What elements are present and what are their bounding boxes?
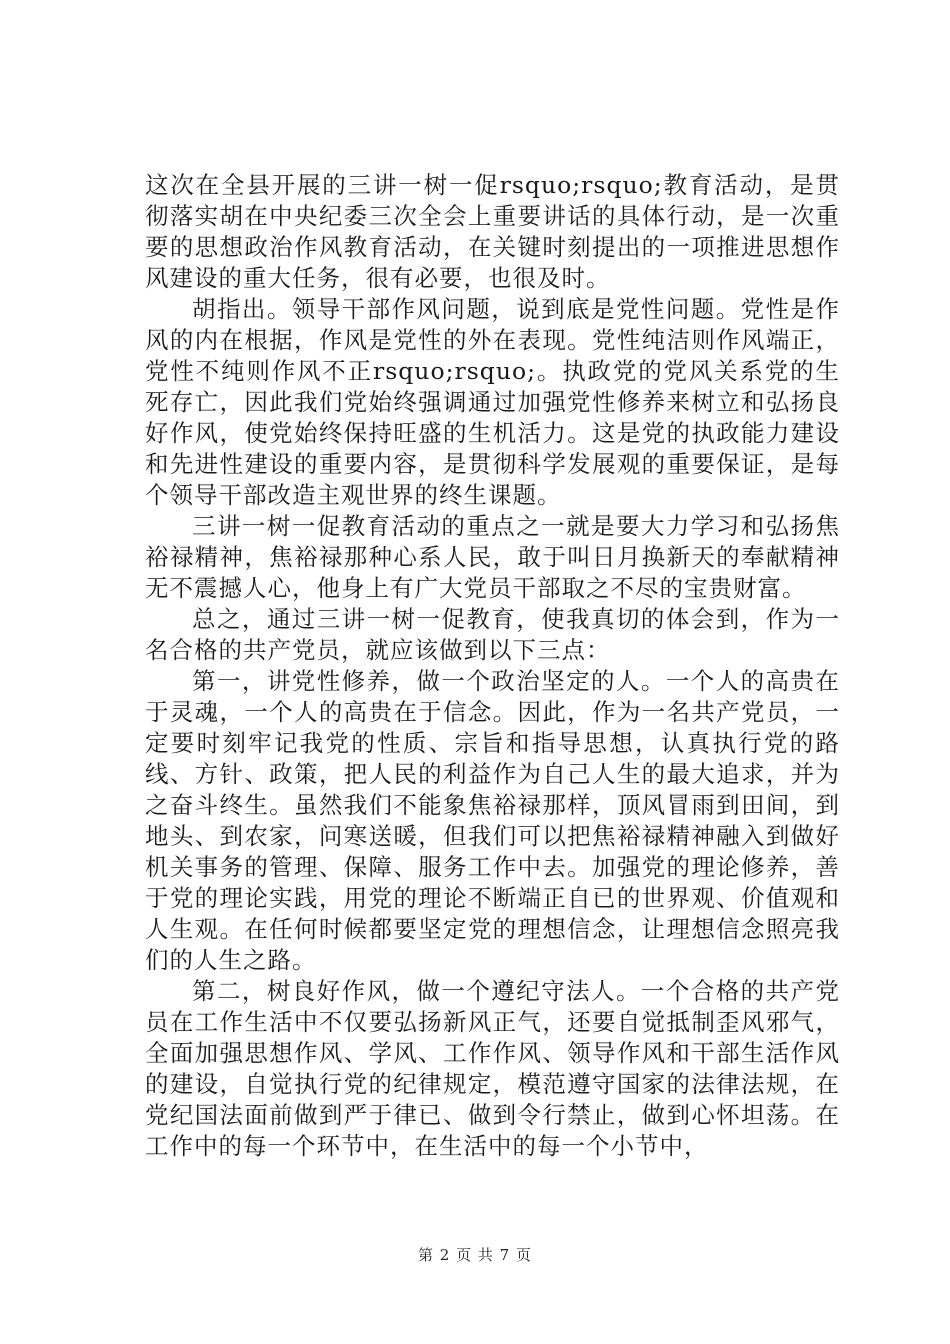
paragraph-point-two: 第二，树良好作风，做一个遵纪守法人。一个合格的共产党员在工作生活中不仅要弘扬新风正气，还要自觉抵制歪风邪气，全面加强思想作风、学风、工作作风、领导作风和干部生活作风的建设，自觉执行党的纪律规定，模范遵守国家的法律法规，在党纪国法面前做到严于律已、做到令行禁止，做到心怀坦荡。在工作中的每一个环节中，在生活中的每一个小节中， <box>145 977 840 1160</box>
document-body <box>145 170 840 1162</box>
paragraph-party-spirit: 胡指出。领导干部作风问题，说到底是党性问题。党性是作风的内在根据，作风是党性的外在表现。党性纯洁则作风端正，党性不纯则作风不正rsquo;rsquo;。执政党的党风关系党的生死存亡，因此我们党始终强调通过加强党性修养来树立和弘扬良好作风，使党始终保持旺盛的生机活力。这是党的执政能力建设和先进性建设的重要内容，是贯彻科学发展观的重要保证，是每个领导干部改造主观世界的终生课题。 <box>145 295 840 509</box>
page-number-footer: 第 2 页 共 7 页 <box>418 1246 532 1264</box>
paragraph-summary: 总之，通过三讲一树一促教育，使我真切的体会到，作为一名合格的共产党员，就应该做到以下三点： <box>145 605 840 664</box>
paragraph-intro: 这次在全县开展的三讲一树一促rsquo;rsquo;教育活动，是贯彻落实胡在中央纪委三次全会上重要讲话的具体行动，是一次重要的思想政治作风教育活动，在关键时刻提出的一项推进思想作风建设的重大任务，很有必要，也很及时。 <box>145 171 840 292</box>
paragraph-jiao-yulu: 三讲一树一促教育活动的重点之一就是要大力学习和弘扬焦裕禄精神，焦裕禄那种心系人民，敢于叫日月换新天的奉献精神无不震撼人心，他身上有广大党员干部取之不尽的宝贵财富。 <box>145 512 840 602</box>
paragraph-point-one: 第一，讲党性修养，做一个政治坚定的人。一个人的高贵在于灵魂，一个人的高贵在于信念。因此，作为一名共产党员，一定要时刻牢记我党的性质、宗旨和指导思想，认真执行党的路线、方针、政策，把人民的利益作为自己人生的最大追求，并为之奋斗终生。虽然我们不能象焦裕禄那样，顶风冒雨到田间，到地头、到农家，问寒送暖，但我们可以把焦裕禄精神融入到做好机关事务的管理、保障、服务工作中去。加强党的理论修养，善于党的理论实践，用党的理论不断端正自已的世界观、价值观和人生观。在任何时候都要坚定党的理想信念，让理想信念照亮我们的人生之路。 <box>145 667 840 974</box>
